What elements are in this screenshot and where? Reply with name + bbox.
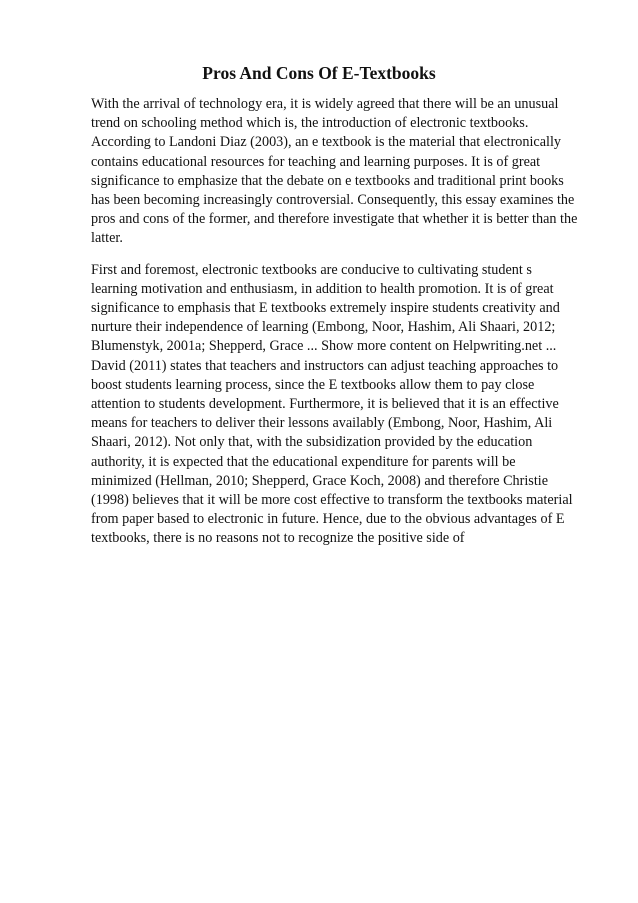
paragraph-intro [91, 95, 601, 249]
text-line: pros and cons of the former, and therefore investigate that whether it is better than the [91, 211, 578, 228]
document-title: Pros And Cons Of E-Textbooks [202, 63, 436, 83]
text-line: significance to emphasize that the debate on e textbooks and traditional print books [91, 172, 564, 189]
paragraph-first-argument [91, 261, 601, 549]
text-line: means for teachers to deliver their lessons availably (Embong, Noor, Hashim, Ali [91, 415, 553, 432]
text-line: from paper based to electronic in future. Hence, due to the obvious advantages of E [91, 511, 565, 528]
text-line: learning motivation and enthusiasm, in addition to health promotion. It is of great [91, 280, 554, 297]
text-line: (1998) believes that it will be more cost effective to transform the textbooks material [91, 492, 573, 509]
text-line: According to Landoni Diaz (2003), an e textbook is the material that electronically [91, 134, 561, 151]
text-line: With the arrival of technology era, it is widely agreed that there will be an unusual [91, 96, 559, 112]
text-line: textbooks, there is no reasons not to recognize the positive side of [91, 530, 465, 547]
text-line: minimized (Hellman, 2010; Shepperd, Grace Koch, 2008) and therefore Christie [91, 472, 549, 489]
text-line: latter. [91, 230, 123, 247]
text-line: David (2011) states that teachers and instructors can adjust teaching approaches to [91, 357, 559, 374]
text-line: Shaari, 2012). Not only that, with the subsidization provided by the education [91, 434, 533, 451]
document-body [91, 95, 601, 561]
text-line: trend on schooling method which is, the introduction of electronic textbooks. [91, 115, 529, 132]
text-line: authority, it is expected that the educational expenditure for parents will be [91, 453, 516, 470]
text-line: significance to emphasis that E textbooks extremely inspire students creativity and [91, 300, 560, 317]
text-line: First and foremost, electronic textbooks are conducive to cultivating student s [91, 261, 532, 278]
text-line: has been becoming increasingly controversial. Consequently, this essay examines the [91, 192, 575, 209]
text-line: boost students learning process, since the E textbooks allow them to pay close [91, 376, 535, 393]
text-line: nurture their independence of learning (Embong, Noor, Hashim, Ali Shaari, 2012; [91, 319, 556, 336]
text-line: Blumenstyk, 2001a; Shepperd, Grace ... Show more content on Helpwriting.net ... [91, 338, 557, 355]
text-line: attention to students development. Furthermore, it is believed that it is an effective [91, 396, 559, 413]
text-line: contains educational resources for teaching and learning purposes. It is of great [91, 153, 541, 170]
